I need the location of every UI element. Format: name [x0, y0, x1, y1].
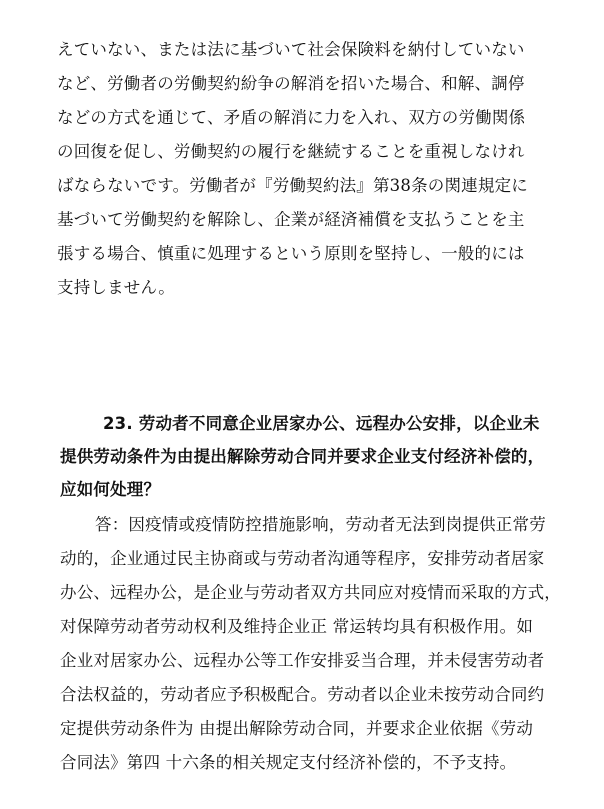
jp-line: などの方式を通じて、矛盾の解消に力を入れ、双方の労働関係 — [57, 108, 526, 127]
answer-line: 定提供劳动条件为 由提出解除劳动合同，并要求企业依据《劳动 — [60, 719, 534, 738]
jp-line: 張する場合、慎重に処理するという原則を堅持し、一般的には — [57, 244, 525, 263]
answer-line: 答：因疫情或疫情防控措施影响，劳动者无法到岗提供正常劳 — [95, 515, 546, 534]
jp-line: えていない、または法に基づいて社会保険料を納付していない — [57, 40, 525, 59]
jp-line: 基づいて労働契約を解除し、企業が経済補償を支払うことを主 — [57, 210, 525, 229]
question-line: 应如何处理？ — [60, 480, 161, 499]
jp-line: 支持しません。 — [57, 278, 175, 297]
jp-line: の回復を促し、労働契約の履行を継続することを重視しなけれ — [57, 142, 525, 161]
question-line: 23. 劳动者不同意企业居家办公、远程办公安排，以企业未 — [103, 414, 540, 433]
question-line: 提供劳动条件为由提出解除劳动合同并要求企业支付经济补偿的， — [60, 447, 545, 466]
answer-line: 办公、远程办公，是企业与劳动者双方共同应对疫情而采取的方式， — [60, 583, 561, 602]
answer-line: 企业对居家办公、远程办公等工作安排妥当合理，并未侵害劳动者 — [60, 651, 545, 670]
answer-line: 动的，企业通过民主协商或与劳动者沟通等程序，安排劳动者居家 — [60, 549, 545, 568]
answer-line: 合同法》第四 十六条的相关规定支付经济补偿的，不予支持。 — [60, 753, 517, 772]
answer-line: 合法权益的，劳动者应予积极配合。劳动者以企业未按劳动合同约 — [60, 685, 545, 704]
answer-line: 对保障劳动者劳动权利及维持企业正 常运转均具有积极作用。如 — [60, 617, 534, 636]
jp-line: など、労働者の労働契約紛争の解消を招いた場合、和解、調停 — [57, 74, 525, 93]
jp-line: ばならないです。労働者が『労働契約法』第38条の関連規定に — [57, 176, 528, 195]
